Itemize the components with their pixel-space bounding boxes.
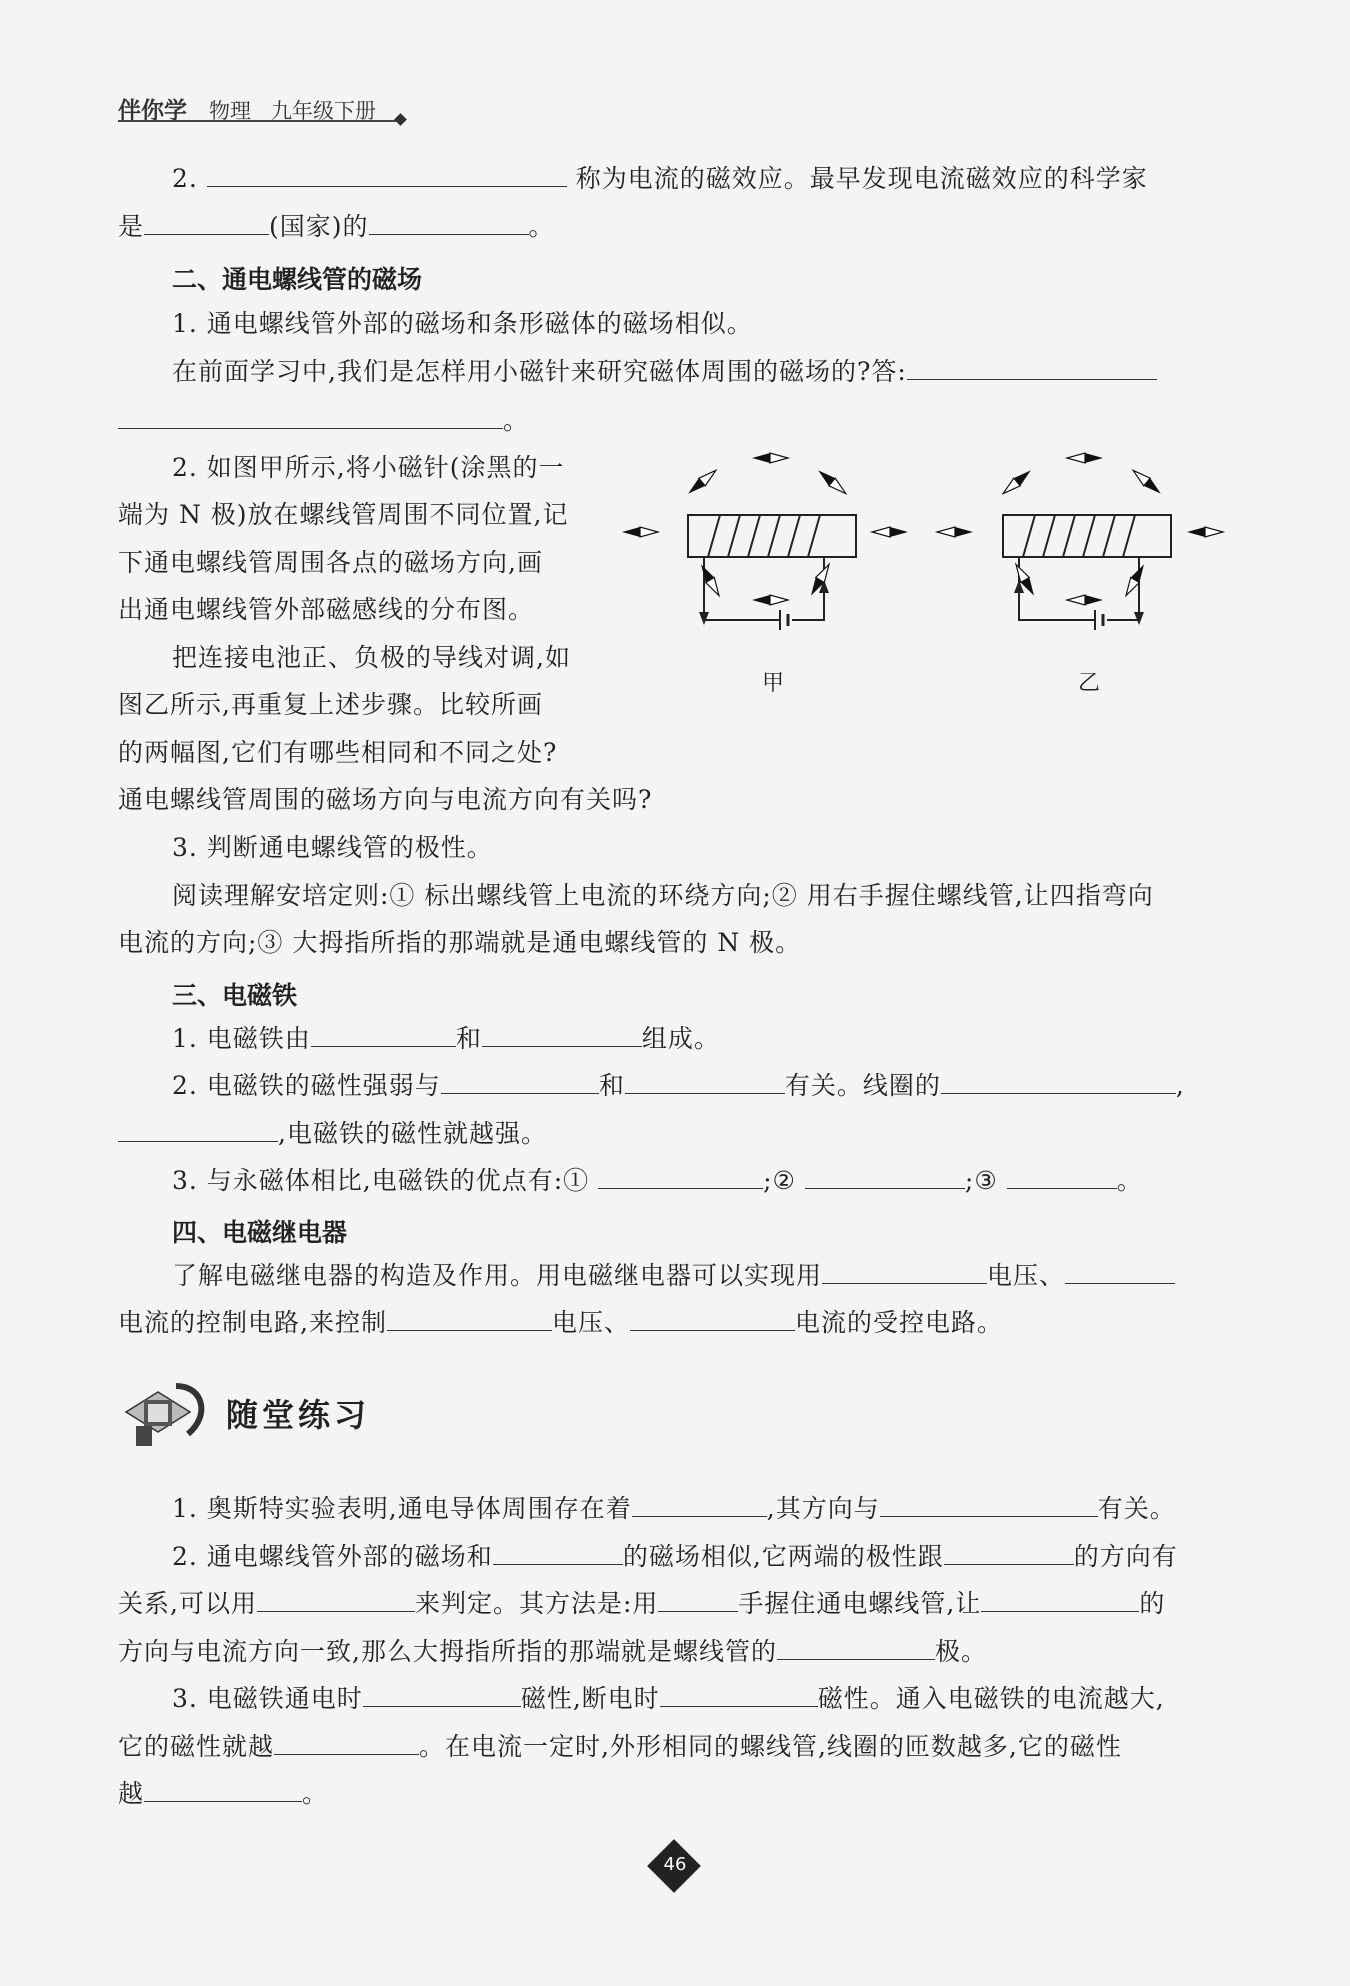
answer-blank[interactable]: [311, 1022, 456, 1047]
answer-blank[interactable]: [907, 355, 1157, 380]
answer-blank[interactable]: [144, 1777, 302, 1802]
s4-line2: 电流的控制电路,来控制 电压、 电流的受控电路。: [118, 1308, 1003, 1337]
page-number: 46: [650, 1842, 700, 1892]
practice-q2-line2: 关系,可以用 来判定。其方法是:用 手握住通电螺线管,让 的: [118, 1589, 1166, 1618]
answer-blank[interactable]: [493, 1540, 623, 1565]
figure-b: [937, 453, 1223, 630]
s2-q2b-line: 的两幅图,它们有哪些相同和不同之处?: [118, 738, 558, 767]
s1-q2-line1: 2. 称为电流的磁效应。最早发现电流磁效应的科学家: [172, 164, 1148, 193]
s2-q2-line: 出通电螺线管外部磁感线的分布图。: [118, 595, 535, 624]
practice-icon: [118, 1372, 214, 1452]
section-title: 四、电磁继电器: [172, 1218, 348, 1247]
s2-q2b-line: 把连接电池正、负极的导线对调,如: [172, 643, 571, 672]
figure-b-caption: 乙: [1078, 671, 1101, 696]
answer-blank[interactable]: [363, 1682, 521, 1707]
figure-a: [622, 453, 908, 630]
s4-line1: 了解电磁继电器的构造及作用。用电磁继电器可以实现用 电压、: [172, 1259, 1175, 1293]
answer-blank[interactable]: [207, 162, 567, 187]
header-diamond-icon: [394, 113, 407, 126]
answer-blank[interactable]: [482, 1022, 642, 1047]
grade: 九年级下册: [271, 99, 376, 123]
answer-blank[interactable]: [369, 210, 529, 235]
practice-title: 随堂练习: [226, 1396, 371, 1434]
practice-q1: 1. 奥斯特实验表明,通电导体周围存在着 ,其方向与 有关。: [172, 1494, 1176, 1523]
figure-a-caption: 甲: [762, 671, 785, 696]
s2-q2-line: 2. 如图甲所示,将小磁针(涂黑的一: [172, 453, 565, 482]
answer-blank[interactable]: [598, 1164, 763, 1189]
practice-q3-line3: 越 。: [118, 1779, 329, 1808]
practice-q3-line1: 3. 电磁铁通电时 磁性,断电时 磁性。通入电磁铁的电流越大,: [172, 1684, 1165, 1713]
answer-blank[interactable]: [632, 1492, 767, 1517]
answer-blank[interactable]: [660, 1682, 818, 1707]
s2-q1b: 在前面学习中,我们是怎样用小磁针来研究磁体周围的磁场的?答:: [172, 355, 1157, 389]
solenoid-figure: [620, 440, 1240, 700]
s2-q3: 3. 判断通电螺线管的极性。: [172, 833, 493, 862]
answer-blank[interactable]: [944, 1540, 1074, 1565]
practice-q2-line3: 方向与电流方向一致,那么大拇指所指的那端就是螺线管的 极。: [118, 1637, 987, 1666]
s2-q1: 1. 通电螺线管外部的磁场和条形磁体的磁场相似。: [172, 309, 753, 338]
s2-q2-line: 端为 N 极)放在螺线管周围不同位置,记: [118, 500, 569, 529]
section-title: 二、通电螺线管的磁场: [172, 265, 423, 294]
practice-q2-line1: 2. 通电螺线管外部的磁场和 的磁场相似,它两端的极性跟 的方向有: [172, 1542, 1178, 1571]
brand-title: 伴你学: [118, 98, 187, 124]
answer-blank[interactable]: [387, 1306, 552, 1331]
s2-q3c: 电流的方向;③ 大拇指所指的那端就是通电螺线管的 N 极。: [118, 928, 802, 957]
answer-blank[interactable]: [1065, 1259, 1175, 1284]
subject: 物理: [209, 99, 251, 123]
s3-q3: 3. 与永磁体相比,电磁铁的优点有:① ;② ;③ 。: [172, 1166, 1143, 1195]
answer-blank[interactable]: [625, 1069, 785, 1094]
practice-q3-line2: 它的磁性就越 。在电流一定时,外形相同的螺线管,线圈的匝数越多,它的磁性: [118, 1732, 1122, 1761]
s2-q2-line: 下通电螺线管周围各点的磁场方向,画: [118, 548, 543, 577]
s2-q2b-line: 图乙所示,再重复上述步骤。比较所画: [118, 690, 543, 719]
answer-blank[interactable]: [822, 1259, 987, 1284]
answer-blank[interactable]: [144, 210, 269, 235]
s2-q3b: 阅读理解安培定则:① 标出螺线管上电流的环绕方向;② 用右手握住螺线管,让四指弯向: [172, 881, 1154, 910]
answer-blank[interactable]: [118, 404, 503, 429]
s2-q1c: 。: [118, 404, 529, 438]
header-rule: [118, 120, 398, 122]
answer-blank[interactable]: [880, 1492, 1098, 1517]
answer-blank[interactable]: [274, 1730, 419, 1755]
s1-q2-line2: 是 (国家)的 。: [118, 212, 555, 241]
answer-blank[interactable]: [118, 1117, 278, 1142]
answer-blank[interactable]: [941, 1069, 1176, 1094]
answer-blank[interactable]: [630, 1306, 795, 1331]
answer-blank[interactable]: [805, 1164, 965, 1189]
answer-blank[interactable]: [777, 1635, 935, 1660]
s3-q1: 1. 电磁铁由 和 组成。: [172, 1024, 720, 1053]
s2-q2b-line: 通电螺线管周围的磁场方向与电流方向有关吗?: [118, 785, 653, 814]
section-title: 三、电磁铁: [172, 981, 298, 1010]
s3-q2-cont: ,电磁铁的磁性就越强。: [118, 1117, 547, 1151]
answer-blank[interactable]: [257, 1587, 415, 1612]
s3-q2: 2. 电磁铁的磁性强弱与 和 有关。线圈的 ,: [172, 1071, 1185, 1100]
answer-blank[interactable]: [981, 1587, 1139, 1612]
answer-blank[interactable]: [658, 1587, 738, 1612]
answer-blank[interactable]: [441, 1069, 599, 1094]
solenoid-diagram: [620, 440, 1240, 700]
answer-blank[interactable]: [1007, 1164, 1117, 1189]
